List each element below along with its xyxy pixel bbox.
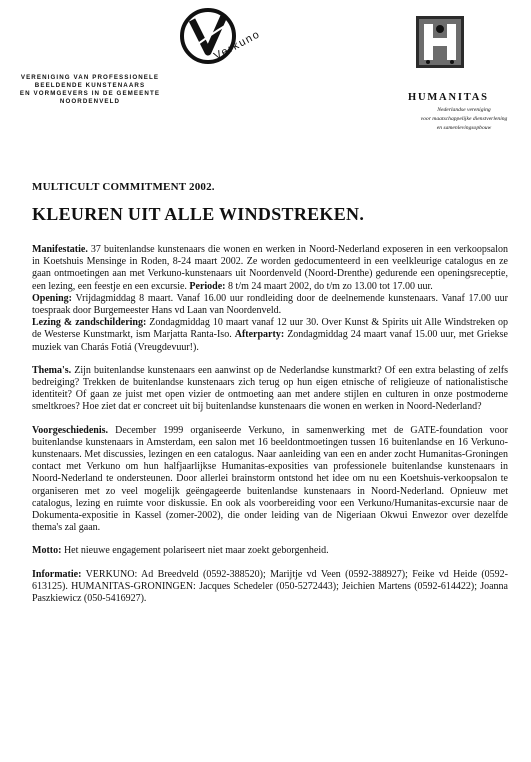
label-lezing: Lezing & zandschildering: bbox=[32, 317, 147, 329]
text-motto: Het nieuwe engagement polariseert niet maar zoekt geborgenheid. bbox=[61, 545, 329, 557]
paragraph-motto bbox=[32, 545, 508, 557]
verkuno-org-description bbox=[6, 74, 174, 106]
label-opening: Opening: bbox=[32, 292, 73, 304]
org-line: NOORDENVELD bbox=[59, 98, 121, 105]
humanitas-tagline bbox=[400, 106, 528, 133]
label-periode: Periode: bbox=[189, 280, 226, 292]
article-body bbox=[32, 244, 508, 605]
label-voorgeschiedenis: Voorgeschiedenis. bbox=[32, 424, 109, 436]
label-themas: Thema's. bbox=[32, 364, 72, 376]
text-informatie: VERKUNO: Ad Breedveld (0592-388520); Marijtje vd Veen (0592-388927); Feike vd Heide (0592-613125). HUMANITAS-GRONINGEN: Jacques Schedeler (050-5272443); Jeichien Martens (0592-614422); Joanna Paszkiewicz (050-5416927). bbox=[32, 568, 508, 605]
tagline-line: en samenlevingsopbouw bbox=[436, 125, 492, 131]
verkuno-wordmark: Verkuno bbox=[212, 28, 263, 63]
org-line: VERENIGING VAN PROFESSIONELE bbox=[20, 74, 160, 81]
text-themas: Zijn buitenlandse kunstenaars een aanwinst op de Nederlandse kunstmarkt? Of een extra belasting of zelfs bedreiging? Trekken de buitenlandse kunstenaars zich terug op hun eigen etnische of religieuze of nationalistische identiteit? Of gaan ze juist met open vizier de ontmoeting aan met andere stijlen en culturen in onze postmoderne smeltkroes? Hoe ziet dat er concreet uit bij buitenlandse kunstenaars die wonen en werken in Noord-Nederland? bbox=[32, 364, 508, 413]
lezing-line bbox=[32, 317, 508, 354]
text-manifestatie: 37 buitenlandse kunstenaars die wonen en werken in Noord-Nederland exposeren in een verkoopsalon in Koetshuis Mensinge in Roden, 8-24 maart 2002. Ze worden gedocumenteerd in een veelkleurige catalogus en ze gaan ontmoetingen aan met Verkuno-kunstenaars uit Noordenveld (Noord-Drenthe) gedurende een openingsreceptie, een lezing, een feestje en een excursie. bbox=[32, 244, 508, 292]
tagline-line: Nederlandse vereniging bbox=[437, 107, 491, 113]
paragraph-voorgeschiedenis bbox=[32, 425, 508, 535]
headline: KLEUREN UIT ALLE WINDSTREKEN. bbox=[32, 204, 365, 224]
kicker-title: MULTICULT COMMITMENT 2002. bbox=[32, 181, 215, 193]
org-line: BEELDENDE KUNSTENAARS bbox=[34, 82, 146, 89]
label-afterparty: Afterparty: bbox=[234, 329, 285, 341]
org-line: EN VORMGEVERS IN DE GEMEENTE bbox=[19, 90, 161, 97]
text-periode: 8 t/m 24 maart 2002, do t/m zo 13.00 tot 17.00 uur. bbox=[225, 280, 433, 292]
text-lezing: Zondagmiddag 10 maart vanaf 12 uur 30. Over Kunst & Spirits uit Alle Windstreken op de Westerse Kunstmarkt, ism Marjatta Ranta-Iso. bbox=[32, 317, 508, 341]
text-afterparty: Zondagmiddag 24 maart vanaf 15.00 uur, met Griekse muziek van Charás Fotiá (Vreugdevuur!). bbox=[32, 329, 508, 353]
label-motto: Motto: bbox=[32, 545, 62, 557]
verkuno-logo bbox=[178, 6, 238, 66]
label-manifestatie: Manifestatie. bbox=[32, 244, 88, 255]
opening-line bbox=[32, 293, 508, 317]
tagline-line: voor maatschappelijke dienstverlening bbox=[420, 116, 508, 122]
humanitas-name: HUMANITAS bbox=[408, 92, 489, 103]
text-opening: Vrijdagmiddag 8 maart. Vanaf 16.00 uur rondleiding door de deelnemende kunstenaars. Vanaf 17.00 uur toespraak door Burgemeester Hans vd Laan van Noordenveld. bbox=[32, 292, 508, 317]
paragraph-informatie bbox=[32, 569, 508, 606]
humanitas-logo bbox=[416, 16, 464, 68]
paragraph-themas bbox=[32, 365, 508, 414]
label-informatie: Informatie: bbox=[32, 568, 82, 580]
text-voorgeschiedenis: December 1999 organiseerde Verkuno, in samenwerking met de GATE-foundation voor buitenlandse kunstenaars in Amsterdam, een salon met 16 beeldontmoetingen tussen 16 buitenlandse en 16 Verkuno-kunstenaars. Met discussies, lezingen en een catalogus. Naar aanleiding van een en ander zocht Humanitas-Groningen contact met Verkuno om hun halfjaarlijkse Humanitas-exposities van professionele buitenlandse kunstenaars in Noord-Nederland te ondersteunen. Door allerlei brainstorm ontstond het idee om nu een Koetshuis-verkoopsalon te organiseren met zo veel mogelijk geëngageerde buitenlandse kunstenaars in Noord-Nederland. Opnieuw met catalogus, lezing en ruimte voor diskussie. En ook als voorbereiding voor een Verkuno/Humanitas-excursie naar de Dokumenta-expositie in Kassel (zomer-2002), die onder leiding van de Nigeriaan Okwui Enwezor over dezelfde thema's zal gaan. bbox=[32, 424, 508, 534]
paragraph-manifestatie bbox=[32, 244, 508, 354]
